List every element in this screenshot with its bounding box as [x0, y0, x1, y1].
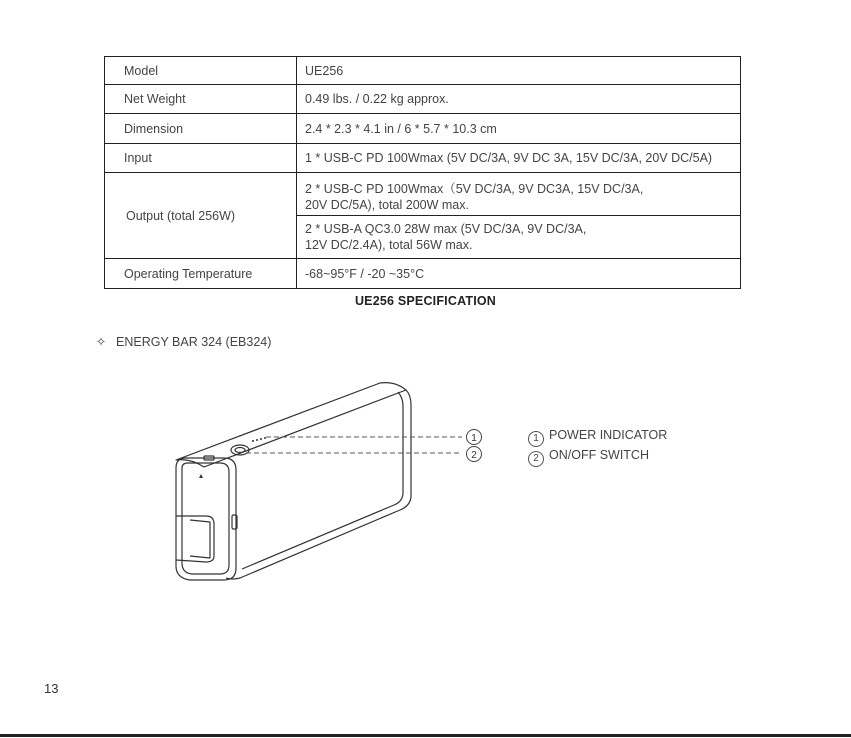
power-indicator-icon	[252, 437, 266, 442]
device-body-outline	[226, 390, 411, 579]
svg-text:2: 2	[471, 450, 477, 461]
page-number: 13	[44, 681, 59, 696]
legend-item-power-indicator	[528, 428, 667, 447]
spec-label-model: Model	[105, 57, 297, 85]
legend-number-2: 2	[528, 451, 544, 467]
spec-label-output: Output (total 256W)	[105, 173, 297, 259]
callout-marker-2	[467, 447, 482, 462]
section-title: ENERGY BAR 324 (EB324)	[116, 335, 272, 349]
diamond-bullet-icon: ✧	[95, 335, 107, 349]
bottom-rule	[0, 734, 851, 737]
spec-value-dimension: 2.4 * 2.3 * 4.1 in / 6 * 5.7 * 10.3 cm	[297, 114, 741, 144]
legend-number-1: 1	[528, 431, 544, 447]
device-top-face	[176, 383, 406, 467]
legend-label-on-off-switch: ON/OFF SWITCH	[549, 448, 649, 462]
svg-text:1: 1	[471, 433, 477, 444]
spec-value-temperature: -68~95°F / -20 ~35°C	[297, 259, 741, 289]
legend-label-power-indicator: POWER INDICATOR	[549, 428, 668, 442]
spec-label-input: Input	[105, 144, 297, 173]
spec-label-temperature: Operating Temperature	[105, 259, 297, 289]
spec-value-output-usba-line1: 2 * USB-A QC3.0 28W max (5V DC/3A, 9V DC/3A,	[305, 222, 587, 236]
spec-value-weight: 0.49 lbs. / 0.22 kg approx.	[297, 85, 741, 114]
legend-item-on-off-switch	[528, 448, 649, 467]
table-caption: UE256 SPECIFICATION	[354, 294, 497, 308]
spec-value-input: 1 * USB-C PD 100Wmax (5V DC/3A, 9V DC 3A, 15V DC/3A, 20V DC/5A)	[297, 144, 741, 173]
callout-marker-1	[467, 430, 482, 445]
spec-value-output-usba-line2: 12V DC/2.4A), total 56W max.	[305, 238, 473, 252]
spec-value-output-usbc-line1: 2 * USB-C PD 100Wmax（5V DC/3A, 9V DC3A, 15V DC/3A,	[305, 182, 644, 196]
spec-value-output-usbc-line2: 20V DC/5A), total 200W max.	[305, 198, 469, 212]
spec-value-model: UE256	[297, 57, 741, 85]
spec-label-weight: Net Weight	[105, 85, 297, 114]
spec-label-dimension: Dimension	[105, 114, 297, 144]
